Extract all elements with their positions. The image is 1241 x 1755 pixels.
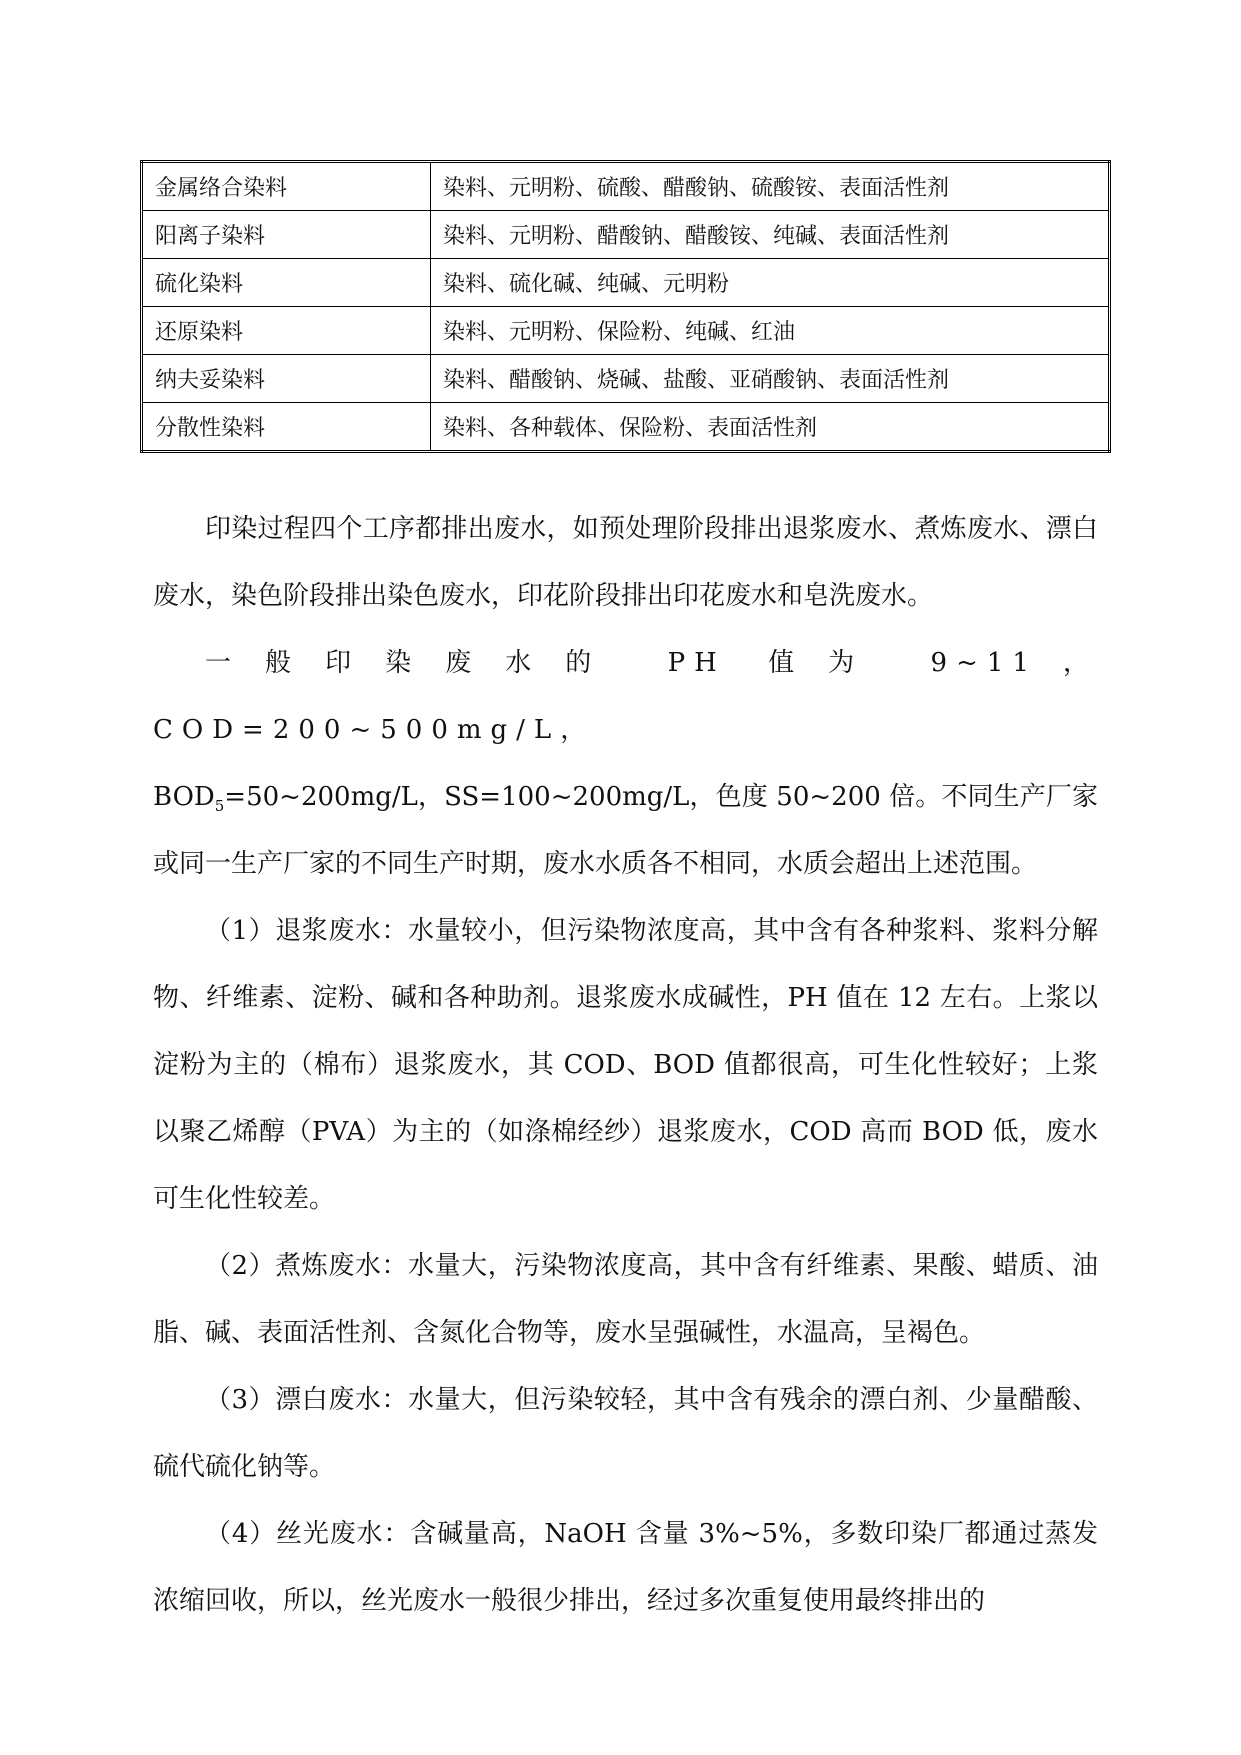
table-row [142, 403, 1110, 452]
paragraph-desizing-wastewater: （1）退浆废水：水量较小，但污染物浓度高，其中含有各种浆料、浆料分解物、纤维素、淀粉、碱和各种助剂。退浆废水成碱性，PH 值在 12 左右。上浆以淀粉为主的（棉布）退浆废水，其 COD、BOD 值都很高，可生化性较好；上浆以聚乙烯醇（PVA）为主的（如涤棉经纱）退浆废水，COD 高而 BOD 低，废水可生化性较差。 [153, 916, 1098, 1214]
paragraph-bleaching-wastewater: （3）漂白废水：水量大，但污染较轻，其中含有残余的漂白剂、少量醋酸、硫代硫化钠等。 [153, 1385, 1098, 1482]
dye-additives-table [140, 160, 1111, 453]
bod-label: BOD [153, 782, 215, 812]
paragraph-process-overview: 印染过程四个工序都排出废水，如预处理阶段排出退浆废水、煮炼废水、漂白废水，染色阶段排出染色废水，印花阶段排出印花废水和皂洗废水。 [153, 514, 1098, 611]
dye-type-cell: 硫化染料 [142, 259, 431, 307]
water-quality-rest: =50~200mg/L，SS=100~200mg/L，色度 50~200 倍。不同生产厂家或同一生产厂家的不同生产时期，废水水质各不相同，水质会超出上述范围。 [153, 782, 1098, 879]
dye-type-cell: 金属络合染料 [142, 162, 431, 211]
additives-cell: 染料、各种载体、保险粉、表面活性剂 [431, 403, 1110, 452]
paragraph-mercerizing-wastewater: （4）丝光废水：含碱量高，NaOH 含量 3%~5%，多数印染厂都通过蒸发浓缩回收，所以，丝光废水一般很少排出，经过多次重复使用最终排出的 [153, 1519, 1098, 1616]
additives-cell: 染料、醋酸钠、烧碱、盐酸、亚硝酸钠、表面活性剂 [431, 355, 1110, 403]
body-text [153, 496, 1098, 1635]
paragraph-water-quality [153, 630, 1098, 898]
table-row [142, 211, 1110, 259]
additives-cell: 染料、元明粉、醋酸钠、醋酸铵、纯碱、表面活性剂 [431, 211, 1110, 259]
table-row [142, 355, 1110, 403]
dye-type-cell: 还原染料 [142, 307, 431, 355]
additives-cell: 染料、元明粉、硫酸、醋酸钠、硫酸铵、表面活性剂 [431, 162, 1110, 211]
additives-cell: 染料、元明粉、保险粉、纯碱、红油 [431, 307, 1110, 355]
table-row [142, 307, 1110, 355]
paragraph-scouring-wastewater: （2）煮炼废水：水量大，污染物浓度高，其中含有纤维素、果酸、蜡质、油脂、碱、表面活性剂、含氮化合物等，废水呈强碱性，水温高，呈褐色。 [153, 1251, 1098, 1348]
additives-cell: 染料、硫化碱、纯碱、元明粉 [431, 259, 1110, 307]
table-row [142, 162, 1110, 211]
dye-type-cell: 分散性染料 [142, 403, 431, 452]
dye-type-cell: 阳离子染料 [142, 211, 431, 259]
bod-subscript: 5 [214, 797, 225, 816]
table-row [142, 259, 1110, 307]
water-quality-line: 一般印染废水的 PH 值为 9~11， COD=200~500mg/L， [153, 648, 1098, 745]
dye-type-cell: 纳夫妥染料 [142, 355, 431, 403]
